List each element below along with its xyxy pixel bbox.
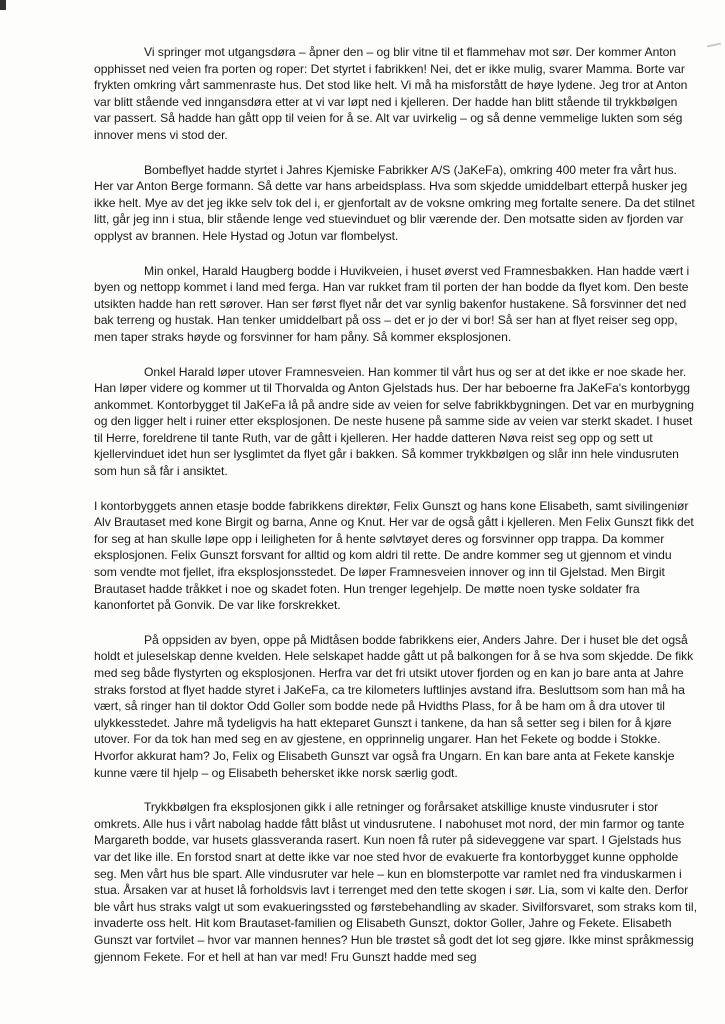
paragraph-2: Bombeflyet hadde styrtet i Jahres Kjemiske Fabrikker A/S (JaKeFa), omkring 400 meter fra vårt hus. Her var Anton Berge formann. Så dette var hans arbeidsplass. Hva som skjedde umiddelbart etterpå husker jeg ikke helt. Mye av det jeg ikke selv tok del i, er gjenfortalt av de voksne omkring meg fortalte senere. Da det stilnet litt, går jeg inn i stua, blir stående lenge ved stuevinduet og blir værende der. Den motsatte siden av fjorden var opplyst av brannen. Hele Hystad og Jotun var flombelyst. xyxy=(94,162,695,243)
paragraph-3: Min onkel, Harald Haugberg bodde i Huvikveien, i huset øverst ved Framnesbakken. Han hadde vært i byen og nettopp kommet i land med ferga. Han var rukket fram til porten der han bodde da flyet kom. Den beste utsikten hadde han rett sørover. Han ser først flyet når det var synlig bakenfor hustakene. Så forsvinner det ned bak terreng og hustak. Han tenker umiddelbart på oss – det er jo der vi bor! Så ser han at flyet reiser seg opp, men taper straks høyde og forsvinner for ham påny. Så kommer eksplosjonen. xyxy=(94,263,690,344)
scan-margin-mark xyxy=(707,43,721,48)
paragraph-6: På oppsiden av byen, oppe på Midtåsen bodde fabrikkens eier, Anders Jahre. Der i huset ble det også holdt et juleselskap denne kvelden. Hele selskapet hadde gått ut på balkongen for å se hva som skjedde. De fikk med seg både flystyrten og eksplosjonen. Herfra var det fri utsikt utover fjorden og en kan jo bare anta at Jahre straks forstod at flyet hadde styret i JaKeFa, ca tre kilometers luftlinjes avstand ifra. Besluttsom som han må ha vært, så ringer han til doktor Odd Goller som bodde nede på Hvidths Plass, for å be ham om å dra utover til ulykkesstedet. Jahre må tydeligvis ha hatt ekteparet Gunszt i tankene, da han så setter seg i bilen for å kjøre utover. For da tok han med seg en av gjestene, en opprinnelig ungarer. Han het Fekete og bodde i Stokke. Hvorfor akkurat ham? Jo, Felix og Elisabeth Gunszt var også fra Ungarn. En kan bare anta at Fekete kanskje kunne være til hjelp – og Elisabeth behersket ikke norsk særlig godt. xyxy=(94,632,694,780)
paragraph-1: Vi springer mot utgangsdøra – åpner den – og blir vitne til et flammehav mot sør. Der kommer Anton opphisset ned veien fra porten og roper: Det styrtet i fabrikken! Nei, det er ikke mulig, svarer Mamma. Borte var frykten omkring vårt sammenraste hus. Det stod like helt. Vi må ha misforstått de høye lydene. Jeg tror at Anton var blitt stående ved inngansdøra etter at vi var løpt ned i kjelleren. Der hadde han blitt stående til trykkbølgen var passert. Så hadde han gått opp til veien for å se. Alt var uvirkelig – og så denne vemmelige lukten som ség innover mens vi stod der. xyxy=(94,45,688,142)
scan-corner-mark xyxy=(0,0,6,10)
paragraph-4: Onkel Harald løper utover Framnesveien. Han kommer til vårt hus og ser at det ikke er noe skade her. Han løper videre og kommer ut til Thorvalda og Anton Gjelstads hus. Der har beboerne fra JaKeFa's kontorbygg ankommet. Kontorbygget til JaKeFa lå på andre side av veien for selve fabrikkbygningen. Det var en murbygning og den ligger helt i ruiner etter eksplosjonen. De neste husene på samme side av veien var sterkt skadet. I huset til Herre, foreldrene til tante Ruth, var de gått i kjelleren. Her hadde datteren Nøva reist seg opp og sett ut kjellervinduet idet hun ser lysglimtet da flyet går i bakken. Så kommer trykkbølgen og slår inn hele vindusruten som hun så får i ansiktet. xyxy=(94,364,694,479)
body-text xyxy=(94,44,697,983)
paragraph-7: Trykkbølgen fra eksplosjonen gikk i alle retninger og forårsaket atskillige knuste vindusruter i stor omkrets. Alle hus i vårt nabolag hadde fått blåst ut vindusrutene. I nabohuset mot nord, der min farmor og tante Margareth bodde, var husets glassveranda rasert. Kun noen få ruter på sideveggene var spart. I Gjelstads hus var det like ille. En forstod snart at dette ikke var noe sted hvor de evakuerte fra kontorbygget kunne oppholde seg. Men vårt hus ble spart. Alle vindusruter var hele – kun en blomsterpotte var ramlet ned fra vinduskarmen i stua. Årsaken var at huset lå forholdsvis lavt i terrenget med den tette skogen i sør. Lia, som vi kalte den. Derfor ble vårt hus straks valgt ut som evakueringssted og førstebehandling av skader. Sivilforsvaret, som straks kom til, invaderte oss helt. Hit kom Brautaset-familien og Elisabeth Gunszt, doktor Goller, Jahre og Fekete. Elisabeth Gunszt var fortvilet – hvor var mannen hennes? Hun ble trøstet så godt det lot seg gjøre. Ikke minst språkmessig gjennom Fekete. For et hell at han var med! Fru Gunszt hadde med seg xyxy=(94,800,697,964)
paragraph-5: I kontorbyggets annen etasje bodde fabrikkens direktør, Felix Gunszt og hans kone Elisabeth, samt sivilingeniør Alv Brautaset med kone Birgit og barna, Anne og Knut. Her var de også gått i kjelleren. Men Felix Gunszt fikk det for seg at han skulle løpe opp i leiligheten for å hente sølvtøyet deres og forsvinner opp trappa. Da kommer eksplosjonen. Felix Gunszt forsvant for alltid og kom aldri til rette. De andre kommer seg ut gjennom et vindu som vendte mot fjellet, ifra eksplosjonsstedet. De løper Framnesveien innover og inn til Gjelstad. Men Birgit Brautaset hadde tråkket i noe og skadet foten. Hun trenger legehjelp. De møtte noen tyske soldater fra kanonfortet på Gonvik. De var like forskrekket. xyxy=(94,498,694,613)
